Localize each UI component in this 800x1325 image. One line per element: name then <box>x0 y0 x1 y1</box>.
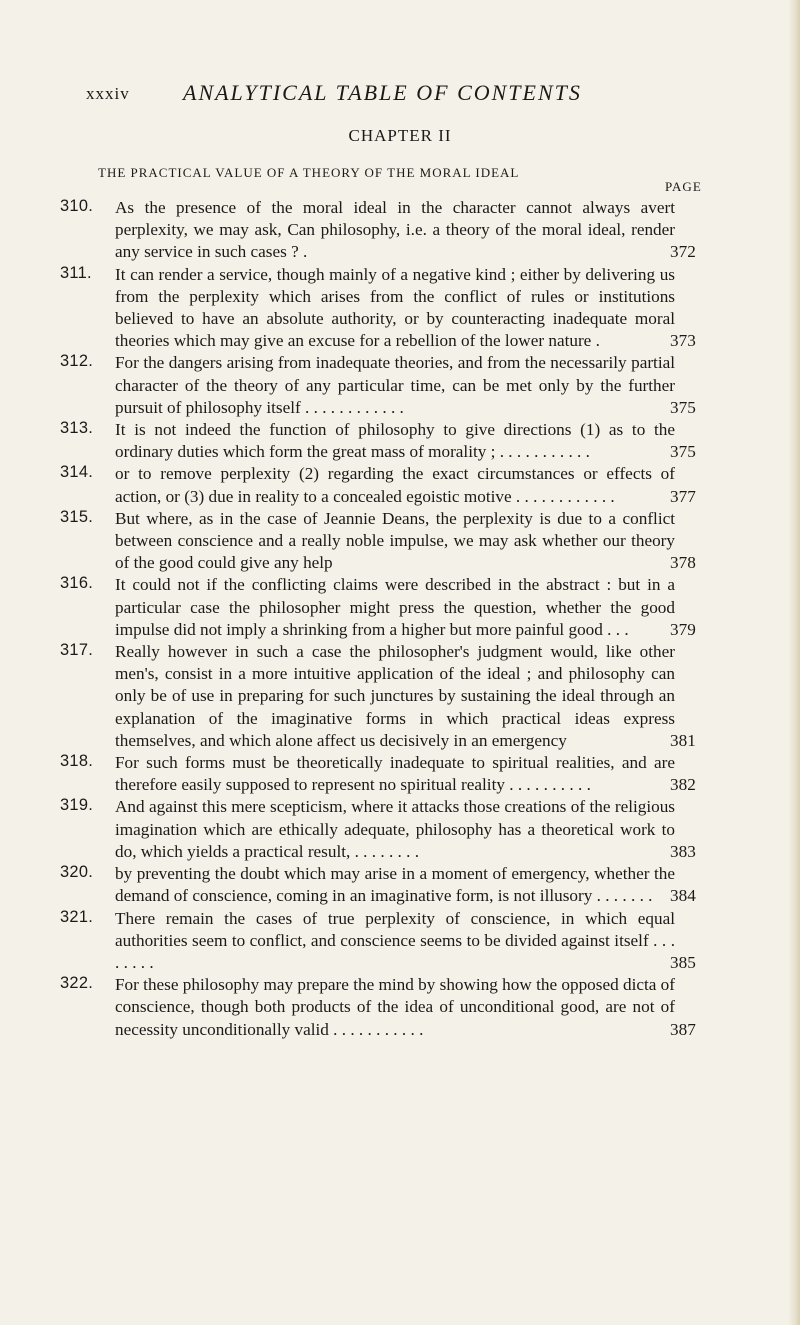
toc-entry <box>60 641 720 752</box>
toc-entry <box>60 796 720 863</box>
running-header <box>86 80 740 110</box>
toc-entry <box>60 574 720 641</box>
entry-page-number: 379 <box>670 619 696 639</box>
entry-number: 315. <box>60 507 94 526</box>
page-edge-shadow <box>788 0 800 1325</box>
toc-entry <box>60 974 720 1041</box>
entry-number: 320. <box>60 863 94 882</box>
entry-page-number: 387 <box>670 1019 696 1039</box>
entry-page-number: 383 <box>670 841 696 861</box>
toc-entry <box>60 264 720 353</box>
entry-text: It can render a service, though mainly of a negative kind ; either by delivering us from the perplexity which arises from the conflict of rules or institutions believed to have an absolute authority, or by counteracting inadequate moral theories which may give an excuse for a rebellion of the lower nature . <box>115 264 675 351</box>
entry-number: 318. <box>60 752 94 771</box>
entry-number: 319. <box>60 796 94 815</box>
page-folio: xxxiv <box>86 84 130 103</box>
entry-number: 316. <box>60 574 94 593</box>
entry-text: It is not indeed the function of philosophy to give directions (1) as to the ordinary duties which form the great mass of morality ; . . . . . . . . . . . <box>115 420 675 462</box>
entry-text: Really however in such a case the philosopher's judgment would, like other men's, consist in a more intuitive application of the ideal ; and philosophy can only be of use in preparing for such junctures by sustaining the ideal through an explanation of the imaginative forms in which practical ideas express themselves, and which alone affect us decisively in an emergency <box>115 642 675 750</box>
entry-page-number: 378 <box>670 553 696 573</box>
entry-page-number: 375 <box>670 442 696 462</box>
toc-entry <box>60 863 720 907</box>
entry-number: 314. <box>60 463 94 482</box>
contents-list <box>60 197 720 1041</box>
toc-entry <box>60 352 720 419</box>
entry-text: As the presence of the moral ideal in the character cannot always avert perplexity, we may ask, Can philosophy, i.e. a theory of the moral ideal, render any service in such cases ? . <box>115 198 675 262</box>
running-title: ANALYTICAL TABLE OF CONTENTS <box>183 80 582 105</box>
entry-text: It could not if the conflicting claims were described in the abstract : but in a particular case the philosopher might press the question, whether the good impulse did not imply a shrinking from a higher but more painful good . . . <box>115 575 675 639</box>
entry-text: by preventing the doubt which may arise in a moment of emergency, whether the demand of conscience, coming in an imaginative form, is not illusory . . . . . . . <box>115 864 675 906</box>
entry-page-number: 377 <box>670 486 696 506</box>
toc-entry <box>60 508 720 575</box>
chapter-heading: CHAPTER II <box>348 126 452 145</box>
entry-text: For such forms must be theoretically inadequate to spiritual realities, and are therefore easily supposed to represent no spiritual reality . . . . . . . . . . <box>115 753 675 795</box>
entry-text: or to remove perplexity (2) regarding the exact circumstances or effects of action, or (3) due in reality to a concealed egoistic motive . . . . . . . . . . . . <box>115 464 675 506</box>
entry-page-number: 375 <box>670 397 696 417</box>
entry-page-number: 373 <box>670 331 696 351</box>
entry-text: There remain the cases of true perplexity of conscience, in which equal authorities seem to conflict, and conscience seems to be divided against itself . . . . . . . . <box>115 908 675 972</box>
entry-text: For these philosophy may prepare the mind by showing how the opposed dicta of conscience, though both products of the idea of unconditional good, are not of necessity unconditionally valid . . . . . . . . . . . <box>115 975 675 1039</box>
entry-page-number: 385 <box>670 952 696 972</box>
entry-number: 322. <box>60 974 94 993</box>
entry-number: 312. <box>60 352 94 371</box>
entry-page-number: 372 <box>670 242 696 262</box>
toc-entry <box>60 752 720 796</box>
toc-entry <box>60 197 720 264</box>
entry-number: 311. <box>60 263 92 282</box>
entry-text: And against this mere scepticism, where it attacks those creations of the religious imagination which are ethically adequate, philosophy has a theoretical work to do, which yields a practical result, . . . . . . . . <box>115 797 675 861</box>
entry-text: But where, as in the case of Jeannie Deans, the perplexity is due to a conflict between conscience and a really noble impulse, we may ask whether our theory of the good could give any help <box>115 508 675 573</box>
entry-number: 310. <box>60 197 94 215</box>
section-title: THE PRACTICAL VALUE OF A THEORY OF THE MORAL IDEAL <box>98 165 520 180</box>
entry-page-number: 382 <box>670 775 696 795</box>
entry-number: 317. <box>60 641 94 660</box>
toc-entry <box>60 419 720 463</box>
toc-entry <box>60 908 720 975</box>
page-column-label: PAGE <box>665 179 702 194</box>
entry-page-number: 384 <box>670 886 696 906</box>
entry-number: 313. <box>60 419 94 438</box>
toc-entry <box>60 463 720 507</box>
entry-page-number: 381 <box>670 730 696 750</box>
entry-number: 321. <box>60 907 94 926</box>
entry-text: For the dangers arising from inadequate theories, and from the necessarily partial character of the theory of any particular time, can be met only by the further pursuit of philosophy itself . . . . . . . . . . . . <box>115 353 675 417</box>
